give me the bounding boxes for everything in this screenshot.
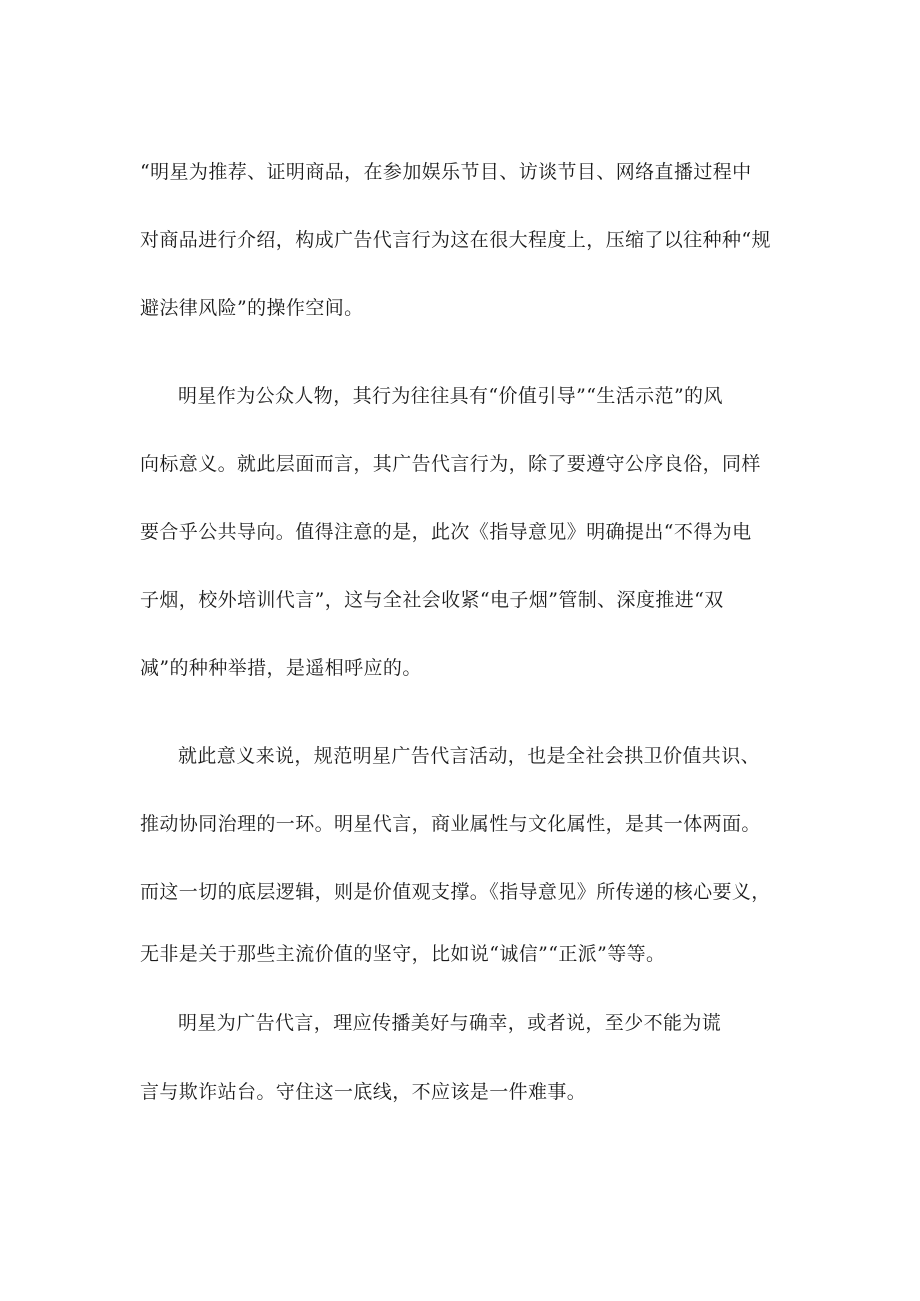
paragraph-1-line-1: “明星为推荐、证明商品，在参加娱乐节目、访谈节目、网络直播过程中	[140, 161, 752, 183]
paragraph-2-line-3: 要合乎公共导向。值得注意的是，此次《指导意见》明确提出“不得为电	[140, 521, 752, 543]
paragraph-2-line-4: 子烟，校外培训代言”，这与全社会收紧“电子烟”管制、深度推进“双	[140, 589, 724, 611]
paragraph-2-line-1: 明星作为公众人物，其行为往往具有“价值引导”“生活示范”的风	[178, 385, 723, 407]
paragraph-3-line-1: 就此意义来说，规范明星广告代言活动，也是全社会拱卫价值共识、	[178, 745, 761, 767]
paragraph-3-line-3: 而这一切的底层逻辑，则是价值观支撑。《指导意见》所传递的核心要义，	[140, 881, 771, 903]
paragraph-2-line-2: 向标意义。就此层面而言，其广告代言行为，除了要遵守公序良俗，同样	[140, 453, 761, 475]
paragraph-3-line-2: 推动协同治理的一环。明星代言，商业属性与文化属性，是其一体两面。	[140, 813, 761, 835]
paragraph-4-line-1: 明星为广告代言，理应传播美好与确幸，或者说，至少不能为谎	[178, 1012, 722, 1034]
paragraph-1-line-3: 避法律风险”的操作空间。	[140, 297, 364, 319]
paragraph-1-line-2: 对商品进行介绍，构成广告代言行为这在很大程度上，压缩了以往种种“规	[140, 229, 771, 251]
paragraph-4-line-2: 言与欺诈站台。守住这一底线，不应该是一件难事。	[140, 1081, 587, 1103]
paragraph-3-line-4: 无非是关于那些主流价值的坚守，比如说“诚信”“正派”等等。	[140, 943, 666, 965]
paragraph-2-line-5: 减”的种种举措，是遥相呼应的。	[140, 657, 422, 679]
